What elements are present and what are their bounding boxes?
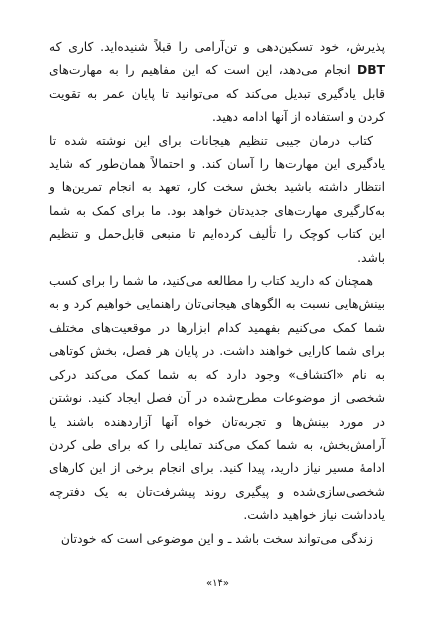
paragraph-1-lead: پذیرش، خود تسکین‌دهی و تن‌آرامی را قبلاً شنیده‌اید. کاری که (49, 40, 385, 54)
paragraph-4: زندگی می‌تواند سخت باشد ـ و این موضوعی است که خودتان (60, 531, 373, 546)
paragraph-3: همچنان که دارید کتاب را مطالعه می‌کنید، ما شما را برای کسب بینش‌هایی نسبت به الگوهای هیجانی‌تان راهنمایی خواهیم کرد و به شما کمک می‌کنیم بفهمید کدام ابزارها در موقعیت‌های مختلف برای شما کارایی خواهند داشت. در پایان هر فصل، بخش کوتاهی به نام «اکتشاف» وجود دارد که به شما کمک می‌کند درکی شخصی از موضوعات مطرح‌شده در آن فصل ایجاد کنید. نوشتن در مورد بینش‌ها و تجربه‌تان خواه آنها آزاردهنده باشند یا آرامش‌بخش، به شما کمک می‌کند تمایلی را که برای طی کردن ادامهٔ مسیر نیاز دارید، پیدا کنید. برای انجام برخی از این کارهای شخصی‌سازی‌شده و پیگیری روند پیشرفت‌تان به یک دفترچه یادداشت نیاز خواهید داشت. (49, 274, 385, 523)
paragraph-1 (49, 36, 385, 130)
paragraph-2: کتاب درمان جیبی تنظیم هیجانات برای این نوشته شده تا یادگیری این مهارت‌ها را آسان کند. و احتمالاً همان‌طور که شاید انتظار داشته باشید بخش سخت کار، تعهد به انجام تمرین‌ها و به‌کارگیری مهارت‌های جدیدتان خواهد بود. ما برای کمک به شما این کتاب کوچک را تألیف کرده‌ایم تا منبعی قابل‌حمل و تنظیم باشد. (49, 133, 385, 265)
dbt-term: DBT (357, 63, 385, 78)
page-number: «۱۴» (206, 578, 229, 589)
paragraph-1-text: انجام می‌دهد، این است که این مفاهیم را به مهارت‌های قابل یادگیری تبدیل می‌کند که می‌توانید تا پایان عمر به تقویت کردن و استفاده از آنها ادامه دهید. (49, 63, 385, 125)
body-text (49, 36, 385, 551)
